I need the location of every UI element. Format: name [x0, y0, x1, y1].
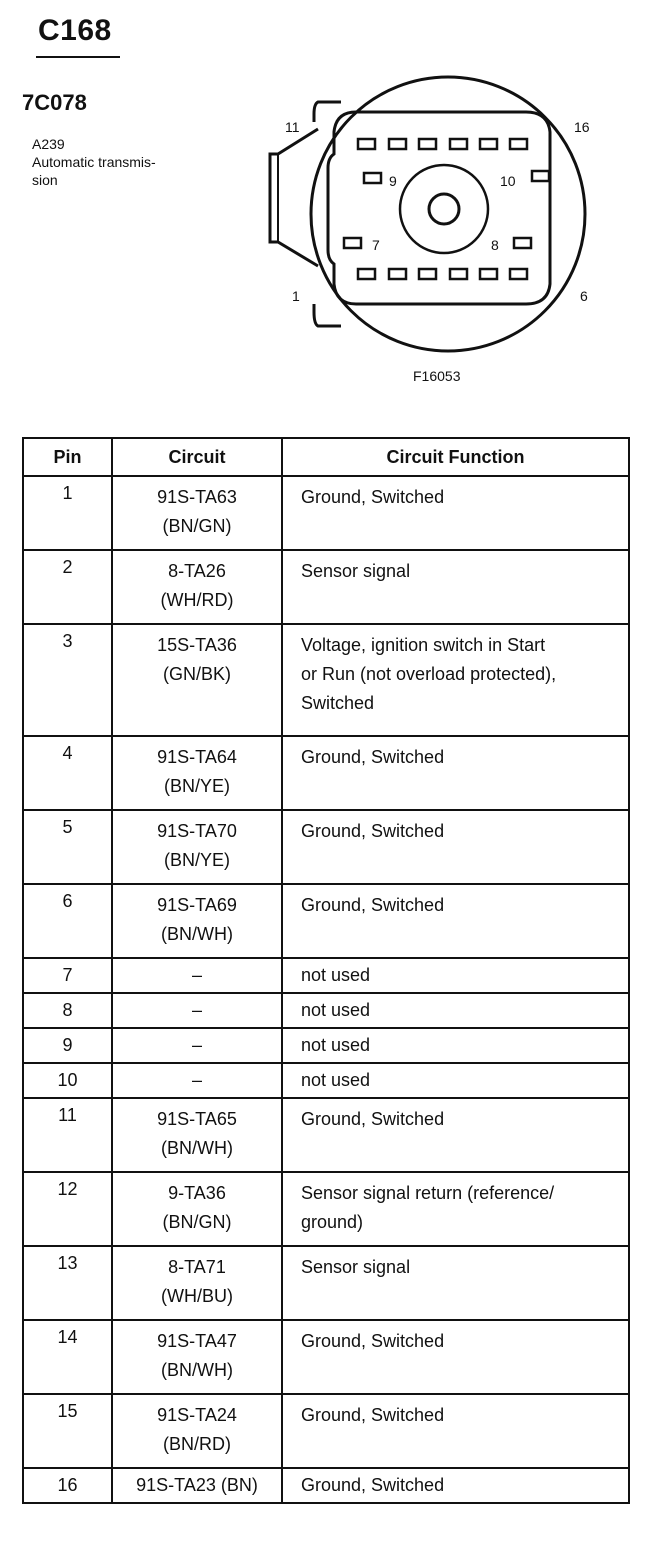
table-row	[23, 1320, 629, 1394]
table-row	[23, 1098, 629, 1172]
part-number: 7C078	[22, 90, 87, 115]
circuit-cell: 91S-TA23 (BN)	[112, 1468, 282, 1503]
pin-label-16: 16	[574, 119, 590, 135]
pin-label-10: 10	[500, 173, 516, 189]
table-row	[23, 1172, 629, 1246]
pin-cell: 6	[23, 884, 112, 958]
circuit-color: (BN/WH)	[161, 1138, 233, 1158]
function-cell: Ground, Switched	[282, 884, 629, 958]
header-pin: Pin	[23, 438, 112, 476]
table-row	[23, 1063, 629, 1098]
circuit-color: (WH/RD)	[160, 590, 234, 610]
pin-cell: 4	[23, 736, 112, 810]
pin-cell: 1	[23, 476, 112, 550]
pin-cell: 7	[23, 958, 112, 993]
function-cell: Ground, Switched	[282, 1394, 629, 1468]
pin-cell: 12	[23, 1172, 112, 1246]
pin-cell: 5	[23, 810, 112, 884]
pin-label-11: 11	[285, 119, 300, 135]
pin-label-7: 7	[372, 237, 380, 253]
center-post-hole	[429, 194, 459, 224]
function-cell	[282, 1172, 629, 1246]
pin-cell: 14	[23, 1320, 112, 1394]
circuit-cell: –	[112, 1028, 282, 1063]
table-row	[23, 993, 629, 1028]
pin-cell: 8	[23, 993, 112, 1028]
circuit-code: 15S-TA36	[157, 635, 237, 655]
pin-label-6: 6	[580, 288, 588, 304]
terminal-7	[344, 238, 361, 248]
component-desc-line2: sion	[32, 172, 58, 188]
function-cell: not used	[282, 1028, 629, 1063]
circuit-cell	[112, 884, 282, 958]
circuit-color: (BN/WH)	[161, 924, 233, 944]
component-desc-line1: Automatic transmis-	[32, 154, 156, 170]
function-cell: Ground, Switched	[282, 1320, 629, 1394]
circuit-cell: –	[112, 1063, 282, 1098]
function-cell: Ground, Switched	[282, 810, 629, 884]
pin-cell: 9	[23, 1028, 112, 1063]
circuit-code: 8-TA26	[168, 561, 226, 581]
circuit-code: 9-TA36	[168, 1183, 226, 1203]
function-line: Voltage, ignition switch in Start	[301, 635, 546, 655]
pin-label-8: 8	[491, 237, 499, 253]
circuit-code: 91S-TA69	[157, 895, 237, 915]
pin-cell: 15	[23, 1394, 112, 1468]
circuit-color: (BN/WH)	[161, 1360, 233, 1380]
circuit-cell	[112, 1394, 282, 1468]
circuit-color: (BN/YE)	[163, 850, 230, 870]
terminal-row-bottom	[358, 269, 527, 279]
circuit-cell	[112, 810, 282, 884]
table-row	[23, 1468, 629, 1503]
terminal-9	[364, 173, 381, 183]
circuit-cell: –	[112, 993, 282, 1028]
function-cell: not used	[282, 1063, 629, 1098]
pin-cell: 11	[23, 1098, 112, 1172]
table-row	[23, 736, 629, 810]
circuit-cell	[112, 624, 282, 736]
function-cell: Ground, Switched	[282, 736, 629, 810]
circuit-code: 91S-TA65	[157, 1109, 237, 1129]
function-cell: not used	[282, 958, 629, 993]
table-row	[23, 1028, 629, 1063]
circuit-color: (WH/BU)	[161, 1286, 233, 1306]
circuit-cell	[112, 1098, 282, 1172]
table-row	[23, 884, 629, 958]
table-row	[23, 1394, 629, 1468]
function-cell	[282, 624, 629, 736]
terminal-10	[532, 171, 549, 181]
table-row	[23, 624, 629, 736]
circuit-color: (BN/YE)	[163, 776, 230, 796]
table-row	[23, 958, 629, 993]
header-function: Circuit Function	[282, 438, 629, 476]
terminal-8	[514, 238, 531, 248]
pin-label-1: 1	[292, 288, 300, 304]
function-cell: not used	[282, 993, 629, 1028]
pin-cell: 10	[23, 1063, 112, 1098]
function-cell: Ground, Switched	[282, 1098, 629, 1172]
circuit-cell	[112, 1320, 282, 1394]
circuit-cell	[112, 550, 282, 624]
pin-cell: 13	[23, 1246, 112, 1320]
pin-label-9: 9	[389, 173, 397, 189]
table-header-row	[23, 438, 629, 476]
pin-cell: 2	[23, 550, 112, 624]
table-row	[23, 810, 629, 884]
pin-cell: 16	[23, 1468, 112, 1503]
function-cell: Ground, Switched	[282, 1468, 629, 1503]
connector-bottom-tab	[314, 304, 341, 326]
header-circuit: Circuit	[112, 438, 282, 476]
circuit-code: 8-TA71	[168, 1257, 226, 1277]
circuit-code: 91S-TA64	[157, 747, 237, 767]
table-row	[23, 550, 629, 624]
function-line: or Run (not overload protected),	[301, 664, 557, 684]
circuit-cell	[112, 1172, 282, 1246]
table-row	[23, 476, 629, 550]
pinout-table	[22, 437, 630, 1504]
function-line: ground)	[301, 1212, 364, 1232]
circuit-code: 91S-TA70	[157, 821, 237, 841]
function-line: Switched	[301, 693, 375, 713]
title-underline	[36, 56, 120, 58]
circuit-color: (BN/GN)	[162, 516, 232, 536]
function-line: Sensor signal return (reference/	[301, 1183, 555, 1203]
circuit-cell	[112, 736, 282, 810]
circuit-code: 91S-TA24	[157, 1405, 237, 1425]
function-cell: Ground, Switched	[282, 476, 629, 550]
function-cell: Sensor signal	[282, 550, 629, 624]
circuit-code: 91S-TA47	[157, 1331, 237, 1351]
circuit-color: (GN/BK)	[162, 664, 231, 684]
function-cell: Sensor signal	[282, 1246, 629, 1320]
table-row	[23, 1246, 629, 1320]
center-post-outer	[400, 165, 488, 253]
pin-cell: 3	[23, 624, 112, 736]
circuit-cell	[112, 476, 282, 550]
connector-id: C168	[38, 14, 112, 47]
circuit-cell: –	[112, 958, 282, 993]
circuit-cell	[112, 1246, 282, 1320]
circuit-color: (BN/RD)	[163, 1434, 231, 1454]
connector-face-diagram	[258, 74, 618, 394]
terminal-row-top	[358, 139, 527, 149]
connector-cavity	[328, 112, 550, 304]
figure-id: F16053	[413, 368, 461, 384]
circuit-color: (BN/GN)	[162, 1212, 232, 1232]
component-description	[32, 135, 192, 189]
component-code: A239	[32, 136, 65, 152]
circuit-code: 91S-TA63	[157, 487, 237, 507]
